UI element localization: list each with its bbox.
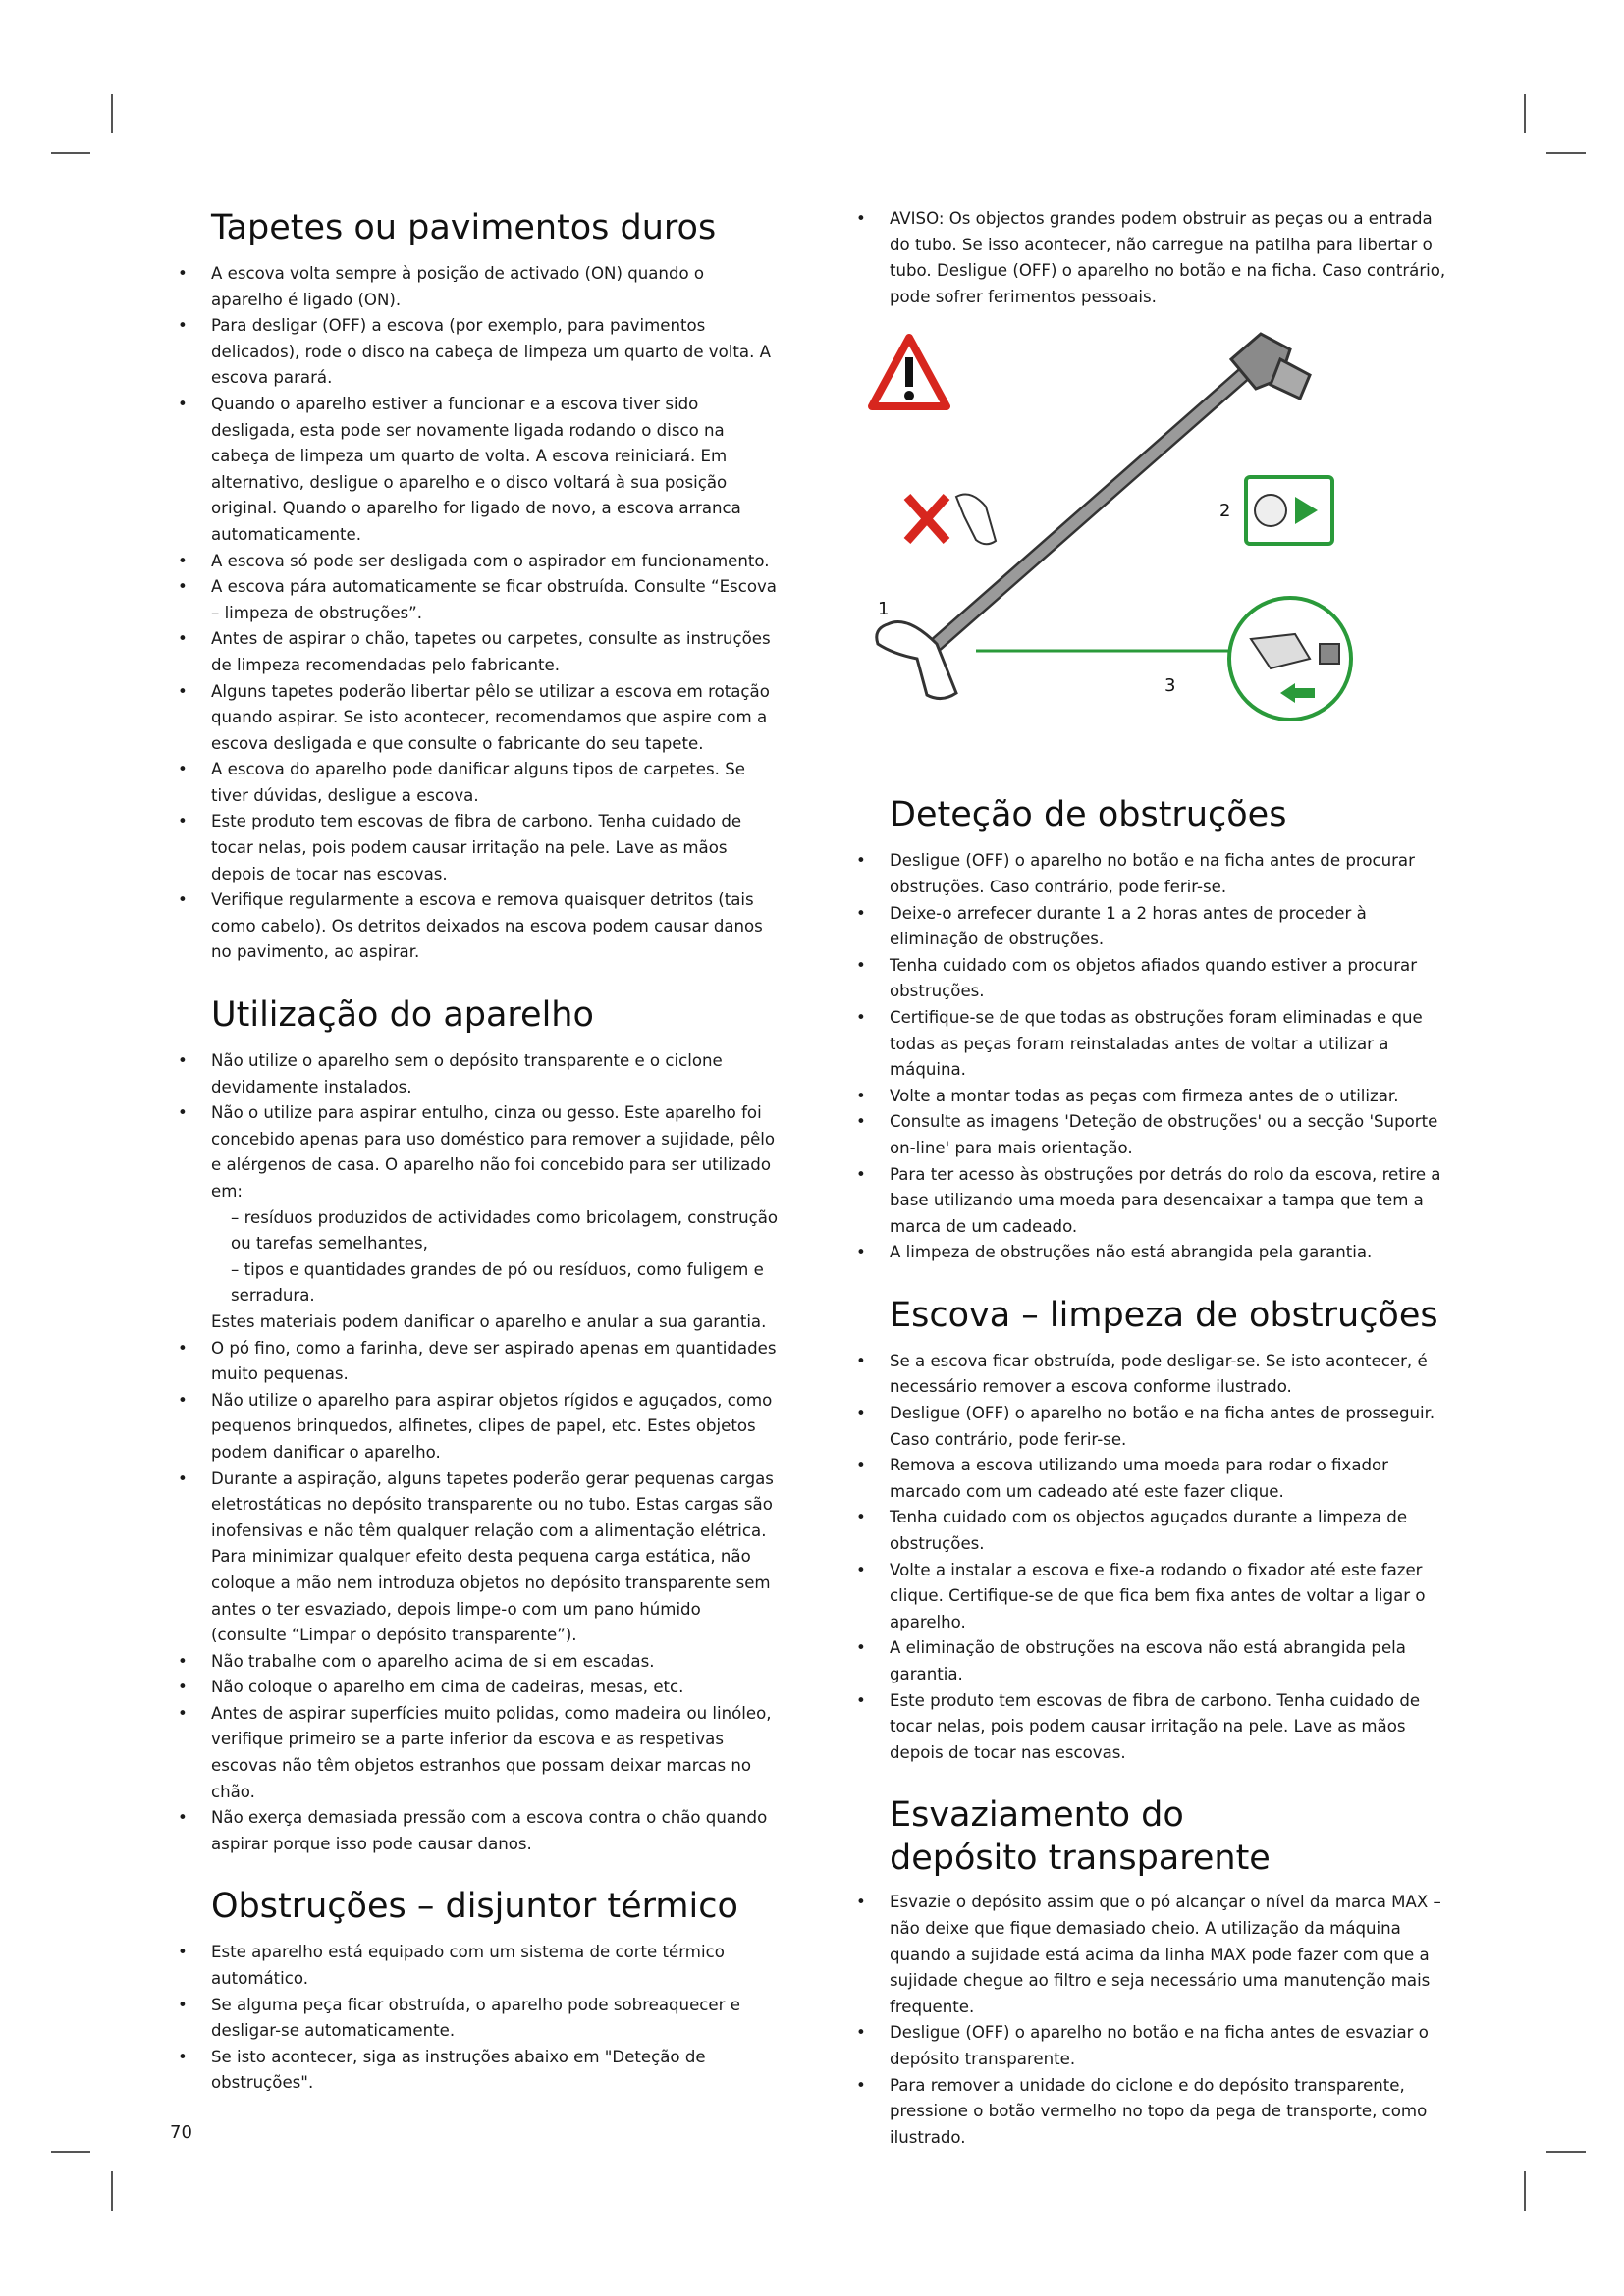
do-not-press-icon [907,495,996,545]
list-item: • Tenha cuidado com os objectos aguçados durante a limpeza de obstruções. [848,1505,1457,1557]
detecao-list [848,848,1457,1266]
list-item: • Para ter acesso às obstruções por detrás do rolo da escova, retire a base utilizando uma moeda para desencaixar a tampa que tem a marca de um cadeado. [848,1162,1457,1241]
crop-mark [1546,152,1586,154]
list-item: • Tenha cuidado com os objetos afiados quando estiver a procurar obstruções. [848,953,1457,1005]
crop-mark [111,2171,113,2211]
list-item: • Não utilize o aparelho sem o depósito transparente e o ciclone devidamente instalados. [170,1048,779,1100]
list-item: • Deixe-o arrefecer durante 1 a 2 horas antes de proceder à eliminação de obstruções. [848,901,1457,953]
figure-label-2: 2 [1219,501,1231,522]
list-item: • Consulte as imagens 'Deteção de obstruções' ou a secção 'Suporte on-line' para mais orientação. [848,1109,1457,1161]
list-item: • A escova do aparelho pode danificar alguns tipos de carpetes. Se tiver dúvidas, desligue a escova. [170,757,779,809]
list-item: • Volte a montar todas as peças com firmeza antes de o utilizar. [848,1084,1457,1110]
list-item: • A escova volta sempre à posição de activado (ON) quando o aparelho é ligado (ON). [170,261,779,313]
crop-mark [1546,2151,1586,2153]
section-title-esvaziamento [890,1793,1457,1880]
list-note: Estes materiais podem danificar o aparelho e anular a sua garantia. [211,1311,767,1331]
list-item: • O pó fino, como a farinha, deve ser aspirado apenas em quantidades muito pequenas. [170,1336,779,1388]
list-item: • Desligue (OFF) o aparelho no botão e na ficha antes de esvaziar o depósito transparente. [848,2020,1457,2072]
crop-mark [51,152,90,154]
title-line-2: depósito transparente [890,1839,1271,1879]
list-item: • Este produto tem escovas de fibra de carbono. Tenha cuidado de tocar nelas, pois podem causar irritação na pele. Lave as mãos depois de tocar nas escovas. [170,809,779,887]
page-number: 70 [170,2122,192,2143]
obstrucoes-list [170,1940,779,2097]
unplug-icon [1246,477,1332,544]
obstruction-figure [848,320,1457,781]
crop-mark [51,2151,90,2153]
section-title-utilizacao: Utilização do aparelho [211,995,594,1036]
crop-mark [1524,94,1526,133]
list-item: • Não coloque o aparelho em cima de cadeiras, mesas, etc. [170,1675,779,1701]
list-subitem: – resíduos produzidos de actividades como bricolagem, construção ou tarefas semelhantes, [231,1207,779,1254]
tapetes-list [170,261,779,966]
list-item: • Este aparelho está equipado com um sistema de corte térmico automático. [170,1940,779,1992]
list-item: • Não trabalhe com o aparelho acima de si em escadas. [170,1649,779,1676]
crop-mark [111,94,113,133]
list-item: • A eliminação de obstruções na escova não está abrangida pela garantia. [848,1635,1457,1687]
escova-list [848,1349,1457,1767]
list-item: • Para remover a unidade do ciclone e do depósito transparente, pressione o botão vermelho no topo da pega de transporte, como ilustrado. [848,2073,1457,2152]
vacuum-illustration [848,320,1457,781]
list-item: • Antes de aspirar superfícies muito polidas, como madeira ou linóleo, verifique primeiro se a parte inferior da escova e as respetivas escovas não têm objetos estranhos que possam deixar marcas no chão. [170,1701,779,1805]
list-subitem: – tipos e quantidades grandes de pó ou resíduos, como fuligem e serradura. [231,1259,764,1306]
left-column [170,206,779,2097]
list-item: • Se a escova ficar obstruída, pode desligar-se. Se isto acontecer, é necessário remover a escova conforme ilustrado. [848,1349,1457,1401]
list-item: • Quando o aparelho estiver a funcionar e a escova tiver sido desligada, esta pode ser novamente ligada rodando o disco na cabeça de limpeza um quarto de volta. A escova reiniciará. Em alternativo, desligue o aparelho e o disco voltará à sua posição original. Quando o aparelho for ligado de novo, a escova arranca automaticamente. [170,392,779,549]
list-item: • Não utilize o aparelho para aspirar objetos rígidos e aguçados, como pequenos brinquedos, alfinetes, clipes de papel, etc. Estes objetos podem danificar o aparelho. [170,1388,779,1467]
section-title-obstrucoes: Obstruções – disjuntor térmico [211,1887,738,1927]
list-item: • Este produto tem escovas de fibra de carbono. Tenha cuidado de tocar nelas, pois podem causar irritação na pele. Lave as mãos depois de tocar nas escovas. [848,1688,1457,1767]
tube-release-icon [976,598,1351,720]
list-item: • Se alguma peça ficar obstruída, o aparelho pode sobreaquecer e desligar-se automaticamente. [170,1993,779,2045]
warning-list [848,206,1457,310]
list-item: • Para desligar (OFF) a escova (por exemplo, para pavimentos delicados), rode o disco na cabeça de limpeza um quarto de volta. A escova parará. [170,313,779,392]
title-line-1: Esvaziamento do [890,1795,1184,1836]
list-item: • Esvazie o depósito assim que o pó alcançar o nível da marca MAX – não deixe que fique demasiado cheio. A utilização da máquina quando a sujidade está acima da linha MAX pode fazer com que a sujidade chegue ao filtro e seja necessário uma manutenção mais frequente. [848,1890,1457,2020]
list-item: • Durante a aspiração, alguns tapetes poderão gerar pequenas cargas eletrostáticas no depósito transparente ou no tubo. Estas cargas são inofensivas e não têm qualquer relação com a alimentação elétrica. Para minimizar qualquer efeito desta pequena carga estática, não coloque a mão nem introduza objetos no depósito transparente sem antes o ter esvaziado, depois limpe-o com um pano húmido (consulte “Limpar o depósito transparente”). [170,1467,779,1649]
list-item: • Certifique-se de que todas as obstruções foram eliminadas e que todas as peças foram reinstaladas antes de voltar a utilizar a máquina. [848,1005,1457,1084]
warning-triangle-icon [872,338,947,406]
list-item: • Desligue (OFF) o aparelho no botão e na ficha antes de procurar obstruções. Caso contrário, pode ferir-se. [848,848,1457,900]
list-item: • Se isto acontecer, siga as instruções abaixo em "Deteção de obstruções". [170,2045,779,2097]
list-item: • Antes de aspirar o chão, tapetes ou carpetes, consulte as instruções de limpeza recomendadas pelo fabricante. [170,626,779,678]
utilizacao-list [170,1048,779,1857]
list-item: • Desligue (OFF) o aparelho no botão e na ficha antes de prosseguir. Caso contrário, pode ferir-se. [848,1401,1457,1453]
crop-mark [1524,2171,1526,2211]
list-item: • Verifique regularmente a escova e remova quaisquer detritos (tais como cabelo). Os detritos deixados na escova podem causar danos no pavimento, ao aspirar. [170,887,779,966]
figure-label-1: 1 [878,599,890,620]
section-title-detecao: Deteção de obstruções [890,795,1287,835]
esvaziamento-list [848,1890,1457,2151]
figure-label-3: 3 [1164,675,1176,697]
list-item: • Não exerça demasiada pressão com a escova contra o chão quando aspirar porque isso pode causar danos. [170,1805,779,1857]
list-item: • Remova a escova utilizando uma moeda para rodar o fixador marcado com um cadeado até este fazer clique. [848,1453,1457,1505]
section-title-tapetes: Tapetes ou pavimentos duros [211,208,717,247]
list-item: • A escova pára automaticamente se ficar obstruída. Consulte “Escova – limpeza de obstruções”. [170,574,779,626]
section-title-escova: Escova – limpeza de obstruções [890,1295,1438,1335]
list-item: • A escova só pode ser desligada com o aspirador em funcionamento. [170,549,779,575]
warning-text: • AVISO: Os objectos grandes podem obstruir as peças ou a entrada do tubo. Se isso acontecer, não carregue na patilha para libertar o tubo. Desligue (OFF) o aparelho no botão e na ficha. Caso contrário, pode sofrer ferimentos pessoais. [848,206,1457,310]
right-column [848,206,1457,2151]
list-item: • Alguns tapetes poderão libertar pêlo se utilizar a escova em rotação quando aspirar. Se isto acontecer, recomendamos que aspire com a escova desligada e que consulte o fabricante do seu tapete. [170,679,779,758]
list-item: • A limpeza de obstruções não está abrangida pela garantia. [848,1240,1457,1266]
list-item: • Volte a instalar a escova e fixe-a rodando o fixador até este fazer clique. Certifique-se de que fica bem fixa antes de voltar a ligar o aparelho. [848,1558,1457,1636]
list-item: • Não o utilize para aspirar entulho, cinza ou gesso. Este aparelho foi concebido apenas para uso doméstico para remover a sujidade, pêlo e alérgenos de casa. O aparelho não foi concebido para ser utilizado em: [170,1100,779,1204]
